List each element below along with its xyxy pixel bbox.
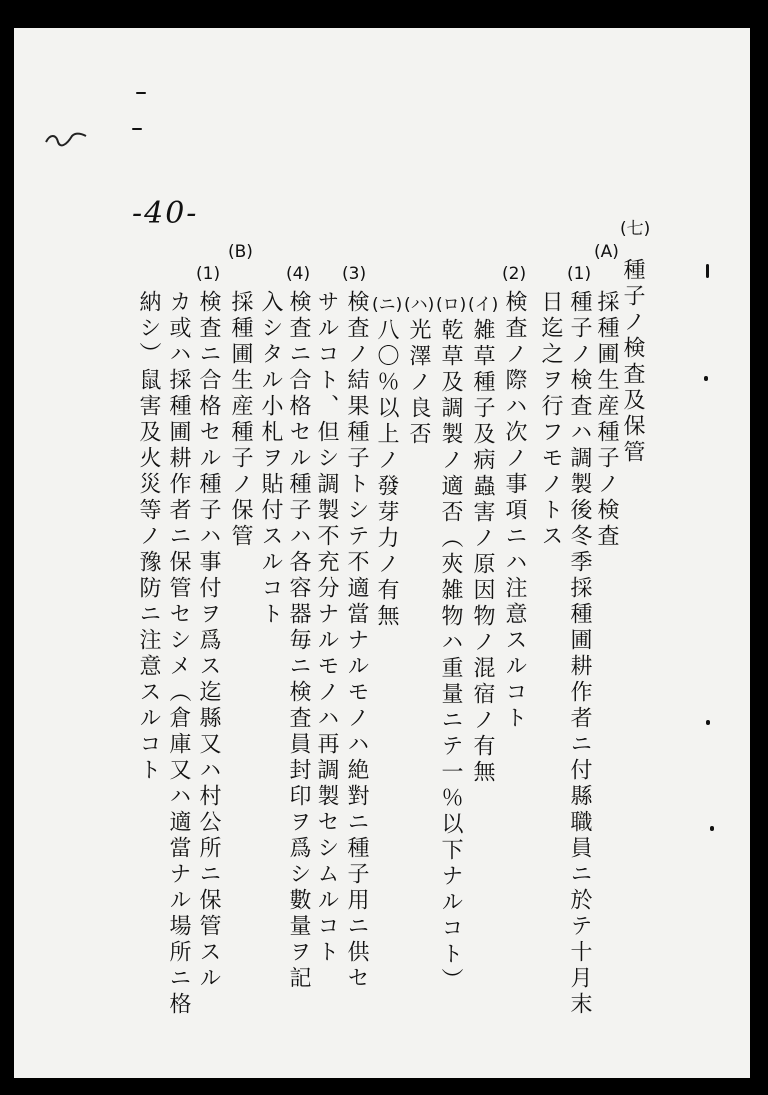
item-a2-line1: 検査ノ際ハ次ノ事項ニハ注意スルコト: [502, 290, 527, 732]
sub-item-ni-marker: (ニ): [372, 295, 403, 315]
item-b1-line1: 検査ニ合格セル種子ハ事付ヲ爲ス迄縣又ハ村公所ニ保管スル: [196, 290, 221, 992]
section-a-marker: (A): [594, 242, 619, 262]
item-a4-line1: 検査ニ合格セル種子ハ各容器毎ニ検査員封印ヲ爲シ數量ヲ記: [286, 290, 311, 992]
section-marker-7: (七): [620, 219, 651, 239]
item-a1-marker: (1): [567, 264, 592, 284]
item-a3-line1: 検査ノ結果種子トシテ不適當ナルモノハ絶對ニ種子用ニ供セ: [344, 290, 369, 992]
section-b-marker: (B): [228, 242, 253, 262]
sub-item-ro-marker: (ロ): [436, 295, 467, 315]
pencil-mark: [132, 128, 142, 130]
main-title: 種子ノ検査及保管: [620, 258, 645, 466]
page-number: -40-: [132, 196, 199, 231]
item-a3-line2: サルコト、但シ調製不充分ナルモノハ再調製セシムルコト: [314, 290, 339, 966]
pencil-scribble-icon: [42, 128, 90, 152]
speck-mark: [706, 720, 710, 725]
item-b1-marker: (1): [196, 264, 221, 284]
document-page: [14, 28, 750, 1078]
item-a4-marker: (4): [286, 264, 311, 284]
item-a1-line2: 日迄之ヲ行フモノトス: [538, 290, 563, 550]
item-b1-line3: 納シ）鼠害及火災等ノ豫防ニ注意スルコト: [136, 290, 161, 784]
speck-mark: [704, 376, 708, 381]
sub-item-ha-marker: (ハ): [404, 295, 435, 315]
speck-mark: [710, 826, 714, 831]
sub-item-ha-text: 光澤ノ良否: [406, 318, 431, 448]
sub-item-i-marker: (イ): [468, 295, 499, 315]
section-b-title: 採種圃生産種子ノ保管: [228, 290, 253, 550]
item-a1-line1: 種子ノ検査ハ調製後冬季採種圃耕作者ニ付縣職員ニ於テ十月末: [567, 290, 592, 1018]
item-a2-marker: (2): [502, 264, 527, 284]
item-b1-line2: カ或ハ採種圃耕作者ニ保管セシメ（倉庫又ハ適當ナル場所ニ格: [166, 290, 191, 1018]
sub-item-ro-text: 乾草及調製ノ適否（夾雑物ハ重量ニテ一％以下ナルコト）: [438, 318, 463, 994]
pencil-mark: [136, 92, 146, 94]
speck-mark: [706, 264, 709, 278]
item-a3-marker: (3): [342, 264, 367, 284]
item-a4-line2: 入シタル小札ヲ貼付スルコト: [258, 290, 283, 628]
sub-item-i-text: 雑草種子及病蟲害ノ原因物ノ混宿ノ有無: [470, 318, 495, 786]
section-a-title: 採種圃生産種子ノ検査: [594, 290, 619, 550]
sub-item-ni-text: 八〇％以上ノ發芽力ノ有無: [374, 318, 399, 630]
